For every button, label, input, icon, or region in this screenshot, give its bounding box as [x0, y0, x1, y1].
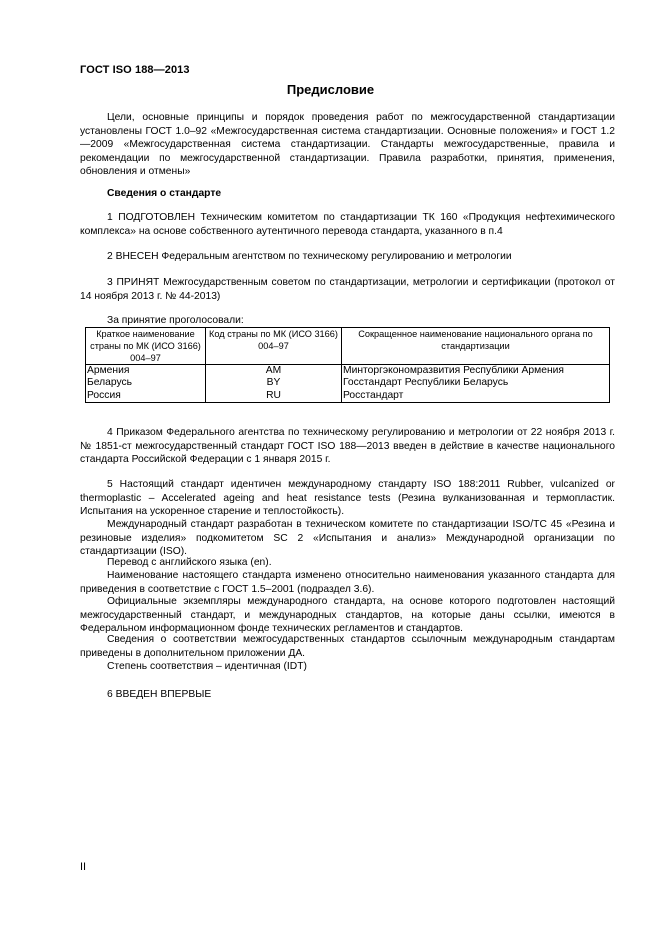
header-country-name: Краткое наименование страны по МК (ИСО 3166) 004–97: [86, 328, 206, 365]
intro-paragraph: Цели, основные принципы и порядок проведения работ по межгосударственной стандартизации установлены ГОСТ 1.0–92 «Межгосударственная система стандартизации. Основные положения» и ГОСТ 1.2—2009 «Межгосударственная система стандартизации. Стандарты межгосударственные, правила и рекомендации по межгосударственной стандартизации. Правила разработки, принятия, применения, обновления и отмены»: [80, 112, 615, 178]
vote-table-header-row: [86, 328, 610, 365]
item-5-paragraph-5: Официальные экземпляры международного стандарта, на основе которого подготовлен настоящий межгосударственный стандарт, и международных стандартов, на которые даны ссылки, имеются в Федеральном информационном фонде технических регламентов и стандартов.: [80, 596, 615, 635]
item-5-paragraph-3: Перевод с английского языка (en).: [107, 557, 272, 568]
table-row: [86, 390, 610, 403]
header-standards-body: Сокращенное наименование национального органа по стандартизации: [342, 328, 610, 365]
vote-caption: За принятие проголосовали:: [107, 315, 244, 326]
item-2-paragraph: 2 ВНЕСЕН Федеральным агентством по техническому регулированию и метрологии: [107, 251, 512, 262]
item-6-paragraph: 6 ВВЕДЕН ВПЕРВЫЕ: [107, 689, 212, 700]
header-country-code: Код страны по МК (ИСО 3166) 004–97: [206, 328, 342, 365]
standards-body-cell: Минторгэкономразвития Республики Армения: [342, 365, 610, 378]
section-heading: Сведения о стандарте: [107, 188, 222, 199]
item-5-paragraph-6: Сведения о соответствии межгосударственных стандартов ссылочным международным стандартам приведены в дополнительном приложении ДА.: [80, 634, 615, 659]
document-code-header: ГОСТ ISO 188—2013: [80, 64, 190, 76]
item-4-paragraph: 4 Приказом Федерального агентства по техническому регулированию и метрологии от 22 ноября 2013 г. № 1851-ст межгосударственный стандарт ГОСТ ISO 188—2013 введен в действие в качестве национального стандарта Российской Федерации с 1 января 2015 г.: [80, 427, 615, 466]
item-3-paragraph: 3 ПРИНЯТ Межгосударственным советом по стандартизации, метрологии и сертификации (протокол от 14 ноября 2013 г. № 44-2013): [80, 277, 615, 302]
page-number: II: [80, 861, 87, 873]
country-code-cell: BY: [206, 377, 342, 389]
vote-table: [85, 327, 610, 403]
country-name-cell: Армения: [86, 365, 206, 378]
standards-body-cell: Госстандарт Республики Беларусь: [342, 377, 610, 389]
item-1-paragraph: 1 ПОДГОТОВЛЕН Техническим комитетом по стандартизации ТК 160 «Продукция нефтехимического комплекса» на основе собственного аутентичного перевода стандарта, указанного в п.4: [80, 212, 615, 237]
country-code-cell: RU: [206, 390, 342, 403]
item-5-paragraph-7: Степень соответствия – идентичная (IDT): [107, 661, 307, 672]
country-name-cell: Россия: [86, 390, 206, 403]
table-row: [86, 377, 610, 389]
standards-body-cell: Росстандарт: [342, 390, 610, 403]
page-title: Предисловие: [286, 82, 375, 97]
country-name-cell: Беларусь: [86, 377, 206, 389]
table-row: [86, 365, 610, 378]
item-5-paragraph-4: Наименование настоящего стандарта изменено относительно наименования указанного стандарта для приведения в соответствие с ГОСТ 1.5–2001 (подраздел 3.6).: [80, 570, 615, 595]
item-5-paragraph-2: Международный стандарт разработан в техническом комитете по стандартизации ISO/TC 45 «Резина и резиновые изделия» подкомитетом SC 2 «Испытания и анализ» Международной организации по стандартизации (ISO).: [80, 519, 615, 558]
country-code-cell: AM: [206, 365, 342, 378]
item-5-paragraph-1: 5 Настоящий стандарт идентичен международному стандарту ISO 188:2011 Rubber, vulcanized or thermoplastic – Accelerated ageing and heat resistance tests (Резина вулканизованная и термопластик. Испытания на ускоренное старение и теплостойкость).: [80, 479, 615, 518]
